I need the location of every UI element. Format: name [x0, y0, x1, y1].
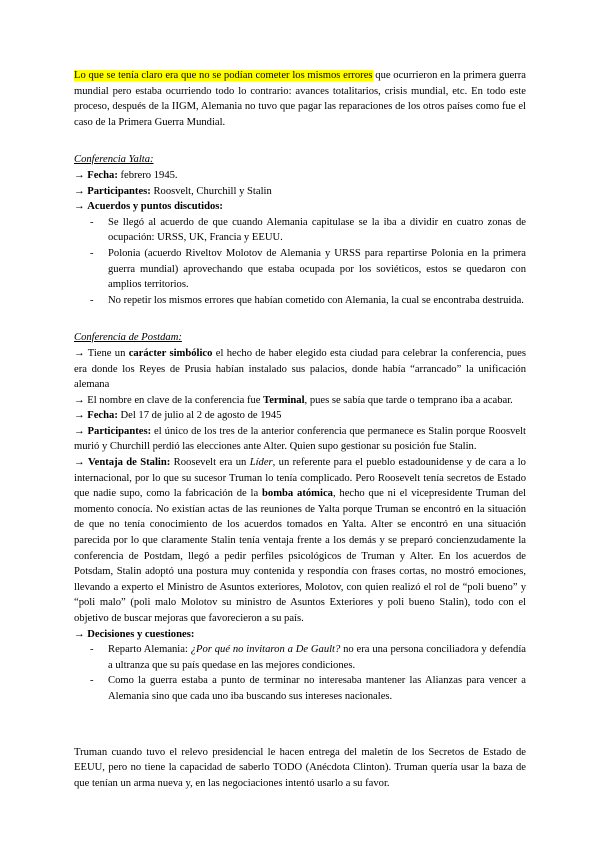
list-item: - Como la guerra estaba a punto de terminar no interesaba mantener las Alianzas para vencer a Alemania sino que cada uno iba buscando sus intereses nacionales.: [108, 673, 526, 704]
postdam-simbolico: → Tiene un carácter simbólico el hecho de haber elegido esta ciudad para celebrar la conferencia, pues era donde los Reyes de Prusia habían instalado sus palacios, donde había “arrancado” la unificación alemana: [74, 347, 526, 391]
yalta-list: [74, 215, 526, 309]
truman-paragraph: Truman cuando tuvo el relevo presidencial le hacen entrega del maletín de los Secretos de Estado de EEUU, pero no tiene la capacidad de saberlo TODO (Anécdota Clinton). Truman quería usar la baza de que tenían un arma nueva y, en las negociaciones intentó usarlo a su favor.: [74, 746, 526, 789]
yalta-participantes: → Participantes: Roosvelt, Churchill y Stalin: [74, 185, 272, 197]
postdam-list: [74, 642, 526, 704]
arrow-icon: →: [74, 169, 85, 181]
arrow-icon: →: [74, 394, 85, 406]
intro-text: que ocurrieron en la primera guerra mundial pero estaba ocurriendo todo lo contrario: avances totalitarios, crisis mundial, etc. En todo este proceso, después de la IIGM, Alemania no tuvo que pagar las reparaciones de los otros países como fue el caso de la Primera Guerra Mundial.: [74, 70, 526, 128]
yalta-fecha: → Fecha: febrero 1945.: [74, 169, 178, 181]
arrow-icon: →: [74, 410, 85, 422]
yalta-acuerdos: → Acuerdos y puntos discutidos:: [74, 201, 223, 213]
arrow-icon: →: [74, 185, 85, 197]
intro-paragraph: [74, 68, 526, 130]
postdam-terminal: → El nombre en clave de la conferencia fue Terminal, pues se sabía que tarde o temprano iba a acabar.: [74, 394, 513, 406]
list-item: - Se llegó al acuerdo de que cuando Alemania capitulase se la iba a dividir en cuatro zonas de ocupación: URSS, UK, Francia y EEUU.: [108, 215, 526, 246]
arrow-icon: →: [74, 347, 85, 359]
arrow-icon: →: [74, 457, 85, 469]
postdam-ventaja: → Ventaja de Stalin: Roosevelt era un Líder, un referente para el pueblo estadounidense y de cara a lo internacional, por lo que su sucesor Truman lo tenía complicado. Pero Roosevelt tenía secretos de Estado que nadie supo, como la fabricación de la bomba atómica, hecho que ni el vicepresidente Truman del momento conocía. No existían actas de las reuniones de Yalta porque Truman se encontró en la situación de que no tenía conocimiento de los acuerdos tomados en Yalta. Alter se encontró en una situación parecida por lo que claramente Stalin tenía ventaja frente a los demás y se preparó concienzudamente la conferencia de Postdam, llegó a pedir perfiles psicológicos de Truman y Alter. En los acuerdos de Potsdam, Stalin adoptó una postura muy contenida y respondía con frases cortas, no mostró emociones, llevando a experto el Ministro de Asuntos exteriores, Molotov, con quien realizó el rol de “poli bueno” y “poli malo” (poli malo Molotov su ministro de Asuntos Exteriores y poli bueno Stalin), todo con el objetivo de buscar mejoras que favorecieron a su país.: [74, 457, 526, 624]
postdam-decisiones: → Decisiones y cuestiones:: [74, 628, 195, 640]
list-item: - Polonia (acuerdo Riveltov Molotov de Alemania y URSS para repartirse Polonia en la primera guerra mundial) aprovechando que estaba ocupada por los soviéticos, estos se quedaron con amplios territorios.: [108, 246, 526, 293]
list-item: - Reparto Alemania: ¿Por qué no invitaron a De Gault? no era una persona conciliadora y defendía a ultranza que su país quedase en las mejores condiciones.: [108, 642, 526, 673]
highlighted-text: Lo que se tenía claro era que no se podían cometer los mismos errores: [74, 70, 373, 81]
arrow-icon: →: [74, 425, 85, 437]
postdam-participantes: → Participantes: el único de los tres de la anterior conferencia que permanece es Stalin porque Roosvelt murió y Churchill perdió las elecciones ante Alter. Quien supo gestionar su posición fue Stalin.: [74, 425, 526, 453]
postdam-heading: Conferencia de Postdam:: [74, 332, 182, 344]
arrow-icon: →: [74, 201, 85, 213]
arrow-icon: →: [74, 628, 85, 640]
list-item: - No repetir los mismos errores que habían cometido con Alemania, la cual se encontraba destruida.: [108, 293, 526, 309]
postdam-fecha: → Fecha: Del 17 de julio al 2 de agosto de 1945: [74, 410, 282, 422]
yalta-heading: Conferencia Yalta:: [74, 154, 154, 166]
